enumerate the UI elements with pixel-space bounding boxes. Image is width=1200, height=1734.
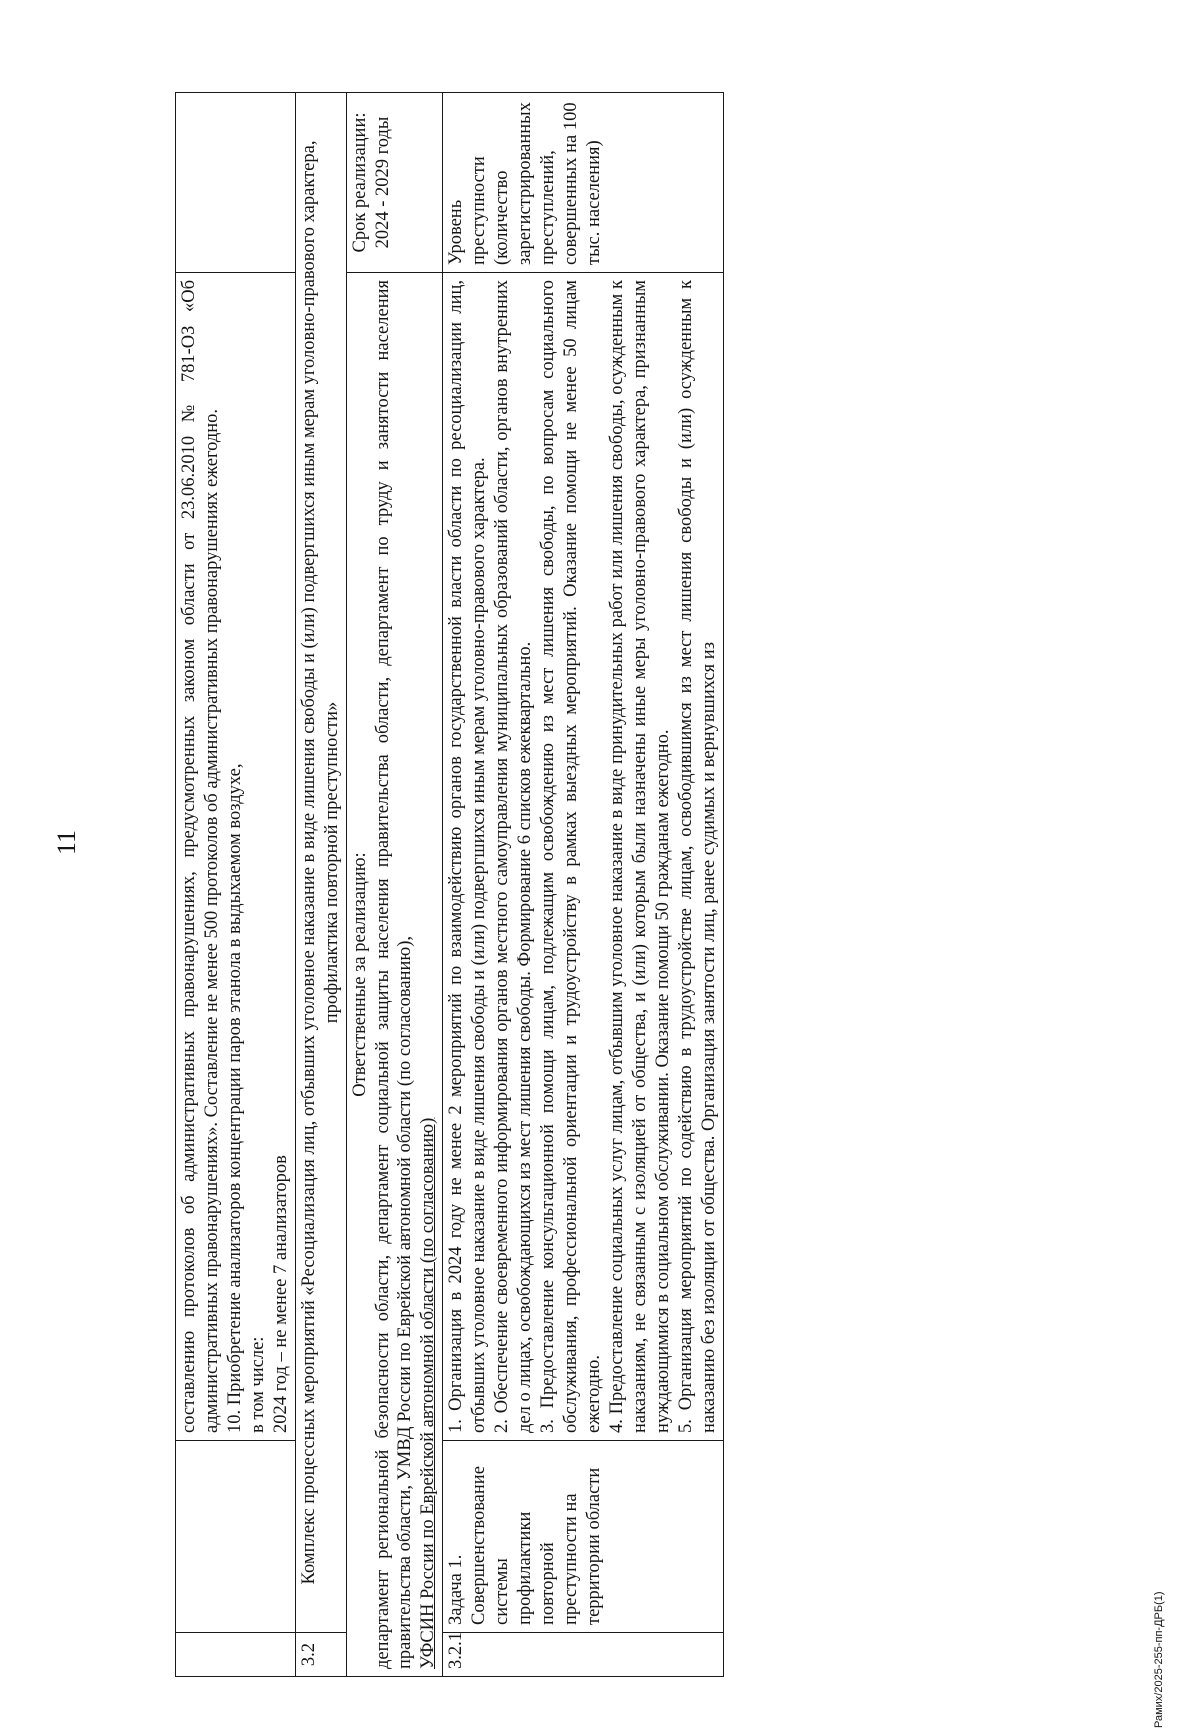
measures-table — [175, 92, 724, 1677]
measure-item: 1. Организация в 2024 году не менее 2 мероприятий по взаимодействию органов государственной власти области по ресоциализации лиц, отбывших уголовное наказание в виде лишения свободы и (или) подвергшихся иным мерам уголовно-правового характера. — [446, 280, 490, 1433]
section-row — [295, 93, 346, 1677]
term-cell — [346, 93, 443, 273]
task-row — [443, 93, 723, 1677]
table-row — [176, 93, 296, 1677]
continuation-text: составлению протоколов об административных правонарушениях, предусмотренных законом области от 23.06.2010 № 781-ОЗ «Об административных правонарушениях». Составление не менее 500 протоколов об административных правонарушениях ежегодно. — [179, 280, 222, 1433]
page-number: 11 — [52, 829, 81, 855]
measure-item: 2. Обеспечение своевременного информирования органов местного самоуправления муниципальных образований области, органов внутренних дел о лицах, освобождающихся из мест лишения свободы. Формирование 6 списков ежеквартально. — [492, 280, 536, 1433]
footer-code: Рамих/2025-255-пп-ДРБ(1) — [1153, 1591, 1165, 1728]
empty-cell — [176, 1633, 296, 1677]
item-10: 10. Приобретение анализаторов концентрации паров этанола в выдыхаемом воздухе, — [224, 763, 245, 1433]
section-title: Комплекс процессных мероприятий «Ресоциализация лиц, отбывших уголовное наказание в виде лишения свободы и (или) подвергшихся иным мерам уголовно-правового характера, профилактика повторной преступности» — [295, 93, 346, 1633]
empty-cell — [176, 1441, 296, 1633]
task-text: Совершенствование системы профилактики повторной преступности на территории области — [469, 1466, 604, 1625]
task-number: 3.2.1 — [443, 1633, 723, 1677]
task-cell — [443, 1441, 723, 1633]
item-10-2024: 2024 год – не менее 7 анализаторов — [270, 1155, 291, 1433]
empty-cell — [176, 93, 296, 273]
measures-cell — [443, 273, 723, 1441]
measure-item: 4. Предоставление социальных услуг лицам, отбывшим уголовное наказание в виде принудительных работ или лишения свободы, осужденным к наказаниям, не связанным с изоляцией от общества, и (или) которым были назначены иные меры уголовно-правового характера, признанным нуждающимися в социальном обслуживании. Оказание помощи 50 гражданам ежегодно. — [606, 280, 673, 1433]
measure-item: 3. Предоставление консультационной помощи лицам, подлежащим освобождению из мест лишения свободы, по вопросам социального обслуживания, профессиональной ориентации и трудоустройству в рамках выездных мероприятий. Оказание помощи не менее 50 лицам ежегодно. — [538, 280, 604, 1433]
measure-item: 5. Организация мероприятий по содействию в трудоустройстве лицам, освободившимся из мест лишения свободы и (или) осужденным к наказанию без изоляции от общества. Организация занятости лиц, ранее судимых и вернувшихся из — [675, 280, 719, 1433]
term-label: Срок реализации: — [349, 112, 370, 253]
term-value: 2024 - 2029 годы — [372, 116, 393, 249]
responsible-label: Ответственные за реализацию: — [349, 852, 370, 1097]
task-label: Задача 1. — [446, 1554, 467, 1625]
document-body — [175, 92, 1135, 1677]
responsible-row — [346, 93, 443, 1677]
responsible-last: УФСИН России по Еврейской автономной области (по согласованию) — [418, 1117, 439, 1669]
in-total-label: в том числе: — [247, 1336, 268, 1433]
responsible-cell — [346, 273, 443, 1677]
section-number: 3.2 — [295, 1633, 346, 1677]
responsible-text: департамент региональной безопасности области, департамент социальной защиты населения правительства области, департамент по труду и занятости населения правительства области, УМВД России по Еврейской автономной области (по согласованию), — [372, 280, 416, 1669]
continuation-cell — [176, 273, 296, 1441]
indicator-cell: Уровень преступности (количество зарегистрированных преступлений, совершенных на 100 тыс. населения) — [443, 93, 723, 273]
